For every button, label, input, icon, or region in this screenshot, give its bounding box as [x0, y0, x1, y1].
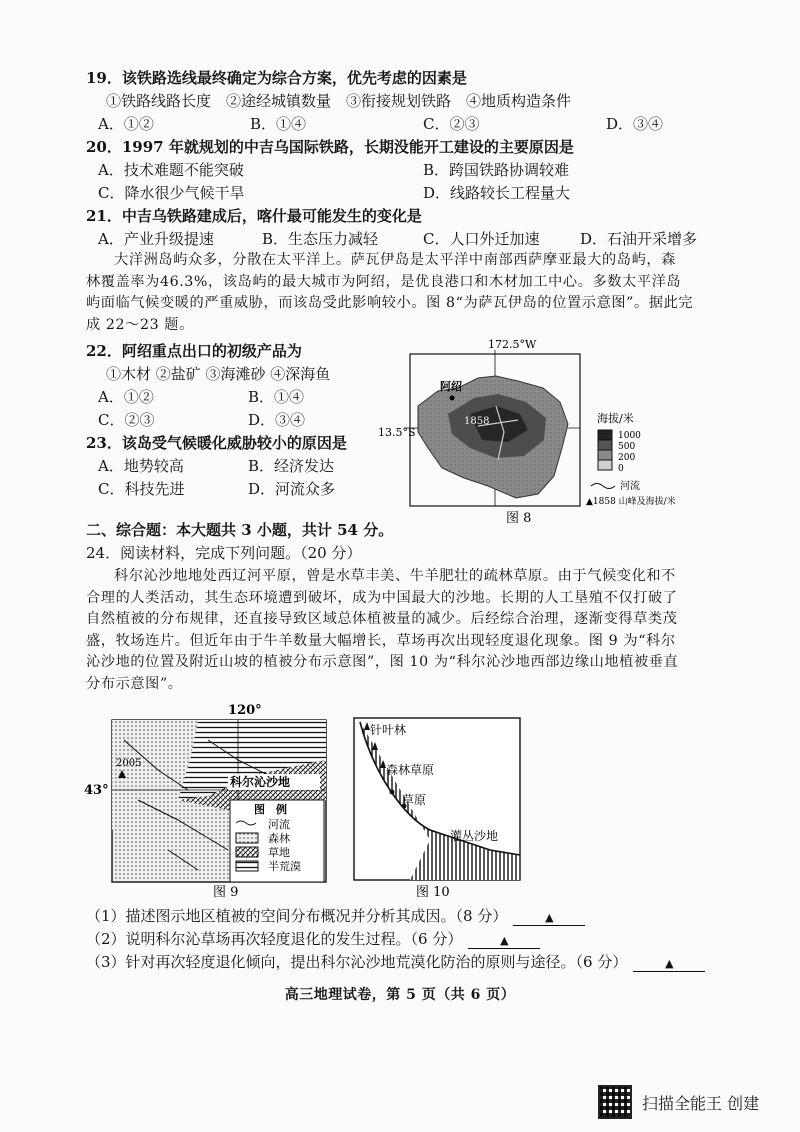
fig8-river-legend: 河流: [620, 481, 640, 492]
fig9-peak-label: 2005: [116, 758, 142, 769]
legend-band-high: [598, 430, 612, 440]
q19-option-b: B．①④: [250, 115, 307, 133]
page-footer: 高三地理试卷，第 5 页（共 6 页）: [284, 987, 516, 1003]
scanner-watermark: [598, 1085, 759, 1119]
q21-option-a: A．产业升级提速: [98, 230, 214, 248]
fig8-caption: 图 8: [506, 511, 532, 526]
fig9-legend-item: 河流: [268, 818, 290, 831]
fig10-label: 灌丛沙地: [450, 829, 499, 843]
figure-9-map: [78, 700, 328, 900]
q24-sub2: [86, 929, 540, 949]
q20-option-a: A．技术难题不能突破: [98, 161, 244, 179]
q23-option-b: B．经济发达: [248, 457, 335, 475]
fig8-legend-title: 海拔/米: [597, 412, 634, 425]
q24-sub1-text: （1）描述图示地区植被的空间分布概况并分析其成因。（8 分）: [86, 907, 508, 925]
figure-10-profile: [350, 700, 530, 900]
q22-stem: 22．阿绍重点出口的初级产品为: [86, 342, 302, 360]
intro-line: 林覆盖率为46.3%，该岛屿的最大城市为阿绍，是优良港口和木材加工中心。多数太平洋岛: [86, 273, 682, 290]
q23-option-d: D．河流众多: [248, 480, 336, 498]
legend-semidesert-swatch: [236, 861, 258, 871]
q21-option-d: D．石油开采增多: [580, 230, 698, 248]
q24-stem: 24．阅读材料，完成下列问题。（20 分）: [86, 544, 362, 562]
asau-city-dot: [450, 396, 455, 401]
fig8-legend-level: 1000: [618, 431, 641, 441]
answer-blank[interactable]: ▲: [513, 911, 585, 926]
q24-sub3: [86, 952, 705, 972]
q20-stem: 20．1997 年就规划的中吉乌国际铁路，长期没能开工建设的主要原因是: [86, 138, 574, 156]
fig9-lon-label: 120°: [228, 703, 262, 718]
legend-band-coast: [598, 460, 612, 470]
q19-stem: 19．该铁路选线最终确定为综合方案，优先考虑的因素是: [86, 69, 467, 87]
fig8-peak-label: 1858: [464, 416, 490, 427]
shrub-icon: [390, 790, 395, 795]
fig9-legend-item: 草地: [268, 846, 290, 859]
q22-items: ①木材 ②盐矿 ③海滩砂 ④深海鱼: [106, 365, 331, 383]
figure-8-map: [378, 336, 718, 526]
material-line: 合理的人类活动，其生态环境遭到破坏，成为中国最大的沙地。长期的人工垦殖不仅打破了: [86, 589, 678, 606]
material-line: 盛，牧场连片。但近年由于牛羊数量大幅增长，草场再次出现轻度退化现象。图 9 为“科尔: [86, 632, 676, 649]
intro-line: 大洋洲岛屿众多，分散在太平洋上。萨瓦伊岛是太平洋中南部西萨摩亚最大的岛屿，森: [114, 252, 676, 268]
q24-sub3-text: （3）针对再次轻度退化倾向，提出科尔沁沙地荒漠化防治的原则与途径。（6 分）: [86, 953, 628, 971]
q22-option-a: A．①②: [98, 388, 154, 406]
fig8-lon-label: 172.5°W: [488, 338, 537, 351]
qr-code-icon: [598, 1085, 632, 1119]
fig8-legend-level: 0: [618, 464, 624, 474]
fig10-label: 森林草原: [386, 763, 435, 777]
q20-option-c: C．降水很少气候干旱: [98, 184, 245, 202]
scanner-label: 扫描全能王 创建: [642, 1093, 760, 1113]
answer-blank[interactable]: ▲: [468, 934, 540, 949]
fig10-caption: 图 10: [416, 885, 450, 900]
material-line: 分布示意图”。: [86, 675, 183, 692]
legend-forest-swatch: [236, 833, 258, 843]
q22-option-d: D．③④: [248, 411, 306, 429]
q24-sub2-text: （2）说明科尔沁草场再次轻度退化的发生过程。（6 分）: [86, 930, 463, 948]
legend-band-low: [598, 450, 612, 460]
q22-option-b: B．①④: [248, 388, 305, 406]
intro-line: 成 22～23 题。: [86, 316, 194, 333]
answer-blank[interactable]: ▲: [633, 957, 705, 972]
fig9-caption: 图 9: [213, 885, 239, 900]
fig8-lat-label: 13.5°S: [378, 426, 416, 439]
q23-option-c: C．科技先进: [98, 480, 185, 498]
material-line: 沁沙地的位置及附近山坡的植被分布示意图”，图 10 为“科尔沁沙地西部边缘山地植被垂直: [86, 654, 679, 671]
q19-option-c: C．②③: [423, 115, 480, 133]
fig9-legend-item: 半荒漠: [268, 860, 301, 873]
fig8-legend-level: 500: [618, 442, 636, 452]
fig9-sandy-land-label: 科尔沁沙地: [230, 775, 291, 789]
material-line: 自然植被的分布规律，还直接导致区域总体植被量的减少。后经综合治理，逐渐变得草类茂: [86, 611, 678, 628]
fig8-city-label: 阿绍: [440, 380, 462, 393]
q20-option-b: B．跨国铁路协调较难: [423, 161, 570, 179]
intro-22-23: [86, 250, 706, 336]
q23-option-a: A．地势较高: [98, 457, 184, 475]
legend-grass-swatch: [236, 847, 258, 857]
q20-option-d: D．线路较长工程量大: [423, 184, 571, 202]
q21-stem: 21．中吉乌铁路建成后，喀什最可能发生的变化是: [86, 207, 422, 225]
fig8-peak-legend: ▲1858 山峰及海拔/米: [586, 497, 676, 507]
q21-option-c: C．人口外迁加速: [423, 230, 540, 248]
material-line: 科尔沁沙地地处西辽河平原，曾是水草丰美、牛羊肥壮的疏林草原。由于气候变化和不: [114, 568, 676, 584]
q21-option-b: B．生态压力减轻: [262, 230, 379, 248]
q19-option-a: A．①②: [98, 115, 154, 133]
q24-material: [86, 566, 706, 696]
q22-option-c: C．②③: [98, 411, 155, 429]
q24-sub1: [86, 906, 585, 926]
q23-stem: 23．该岛受气候暖化威胁较小的原因是: [86, 434, 347, 452]
fig8-legend-level: 200: [618, 453, 636, 463]
q19-option-d: D．③④: [606, 115, 664, 133]
intro-line: 屿面临气候变暖的严重威胁，而该岛受此影响较小。图 8“为萨瓦伊岛的位置示意图”。据此完: [86, 295, 694, 312]
fig10-label: 针叶林: [370, 723, 407, 737]
q19-items: ①铁路线路长度 ②途经城镇数量 ③衔接规划铁路 ④地质构造条件: [106, 92, 572, 110]
fig9-legend-item: 森林: [268, 832, 290, 845]
section-2-heading: 二、综合题：本大题共 3 小题，共计 54 分。: [86, 521, 394, 539]
legend-band-mid: [598, 440, 612, 450]
river-legend-icon: [591, 484, 615, 489]
fig9-legend-title: 图 例: [254, 803, 287, 816]
fig10-label: 草原: [402, 793, 427, 807]
fig9-lat-label: 43°: [84, 783, 109, 798]
